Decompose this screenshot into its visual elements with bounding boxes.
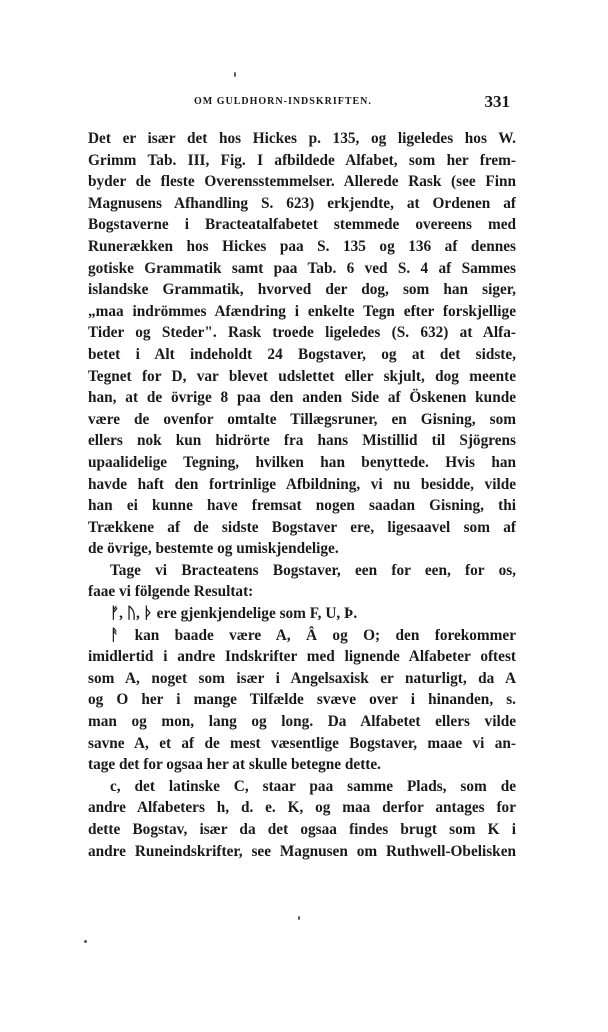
text-line: Tider og Steder". Rask troede ligeledes (S. 632) at Alfa- (88, 324, 516, 342)
scan-speck (298, 916, 300, 920)
text-line: betet i Alt indeholdt 24 Bogstaver, og at det sidste, (88, 345, 516, 363)
text-line: dette Bogstav, især da det ogsaa findes brugt som K i (88, 821, 516, 838)
text-line: Magnusens Afhandling S. 623) erkjendte, at Ordenen af (88, 194, 516, 212)
text-line: være de ovenfor omtalte Tillægsruner, en Gisning, som (88, 410, 516, 428)
text-line: Det er især det hos Hickes p. 135, og ligeledes hos W. (88, 130, 516, 147)
text-line: ellers nok kun hidrörte fra hans Mistillid til Sjögrens (88, 432, 516, 450)
text-line: „maa indrömmes Afændring i enkelte Tegn efter forskjellige (88, 302, 516, 320)
text-line: byder de fleste Overensstemmelser. Allerede Rask (see Finn (88, 173, 516, 191)
text-line: savne A, et af de mest væsentlige Bogstaver, maae vi an- (88, 734, 516, 752)
text-line: upaalidelige Tegning, hvilken han benyttede. Hvis han (88, 453, 516, 471)
text-line: Trækkene af de sidste Bogstaver ere, ligesaavel som af (88, 518, 516, 536)
text-line: Tage vi Bracteatens Bogstaver, een for een, for os, (110, 561, 516, 579)
text-line: gotiske Grammatik samt paa Tab. 6 ved S. 4 af Sammes (88, 259, 516, 277)
text-line: man og mon, lang og long. Da Alfabetet ellers vilde (88, 713, 516, 731)
text-line: som A, noget som især i Angelsaxisk er naturligt, da A (88, 669, 516, 687)
text-line: andre Alfabeters h, d. e. K, og maa derfor antages for (88, 799, 516, 817)
text-line: og O her i mange Tilfælde svæve over i hinanden, s. (88, 691, 516, 709)
page-number: 331 (484, 92, 510, 111)
text-line: faae vi fölgende Resultat: (88, 583, 254, 601)
text-line: han ei kunne have fremsat nogen saadan Gisning, thi (88, 497, 516, 515)
text-line: tage det for ogsaa her at skulle betegne dette. (88, 756, 382, 774)
scan-speck (234, 72, 236, 77)
body-text (88, 128, 516, 862)
text-line: Grimm Tab. III, Fig. I afbildede Alfabet, som her frem- (88, 151, 516, 169)
text-line: ᚠ, ᚢ, ᚦ ere gjenkjendelige som F, U, Þ. (110, 605, 358, 623)
page-header (88, 92, 516, 112)
text-line: de övrige, bestemte og umiskjendelige. (88, 540, 339, 558)
text-line: Tegnet for D, var blevet udslettet eller skjult, dog meente (88, 367, 516, 385)
text-line: c, det latinske C, staar paa samme Plads, som de (110, 777, 516, 795)
text-line: Runerækken hos Hickes paa S. 135 og 136 af dennes (88, 237, 516, 255)
text-line: andre Runeindskrifter, see Magnusen om Ruthwell-Obelisken (88, 842, 516, 860)
text-line: Bogstaverne i Bracteatalfabetet stemmede overeens med (88, 216, 516, 234)
text-line: ᚨ kan baade være A, Â og O; den forekommer (110, 626, 516, 644)
scan-speck (84, 940, 87, 943)
text-line: havde haft den fortrinlige Afbildning, vi nu besidde, vilde (88, 475, 516, 493)
text-line: imidlertid i andre Indskrifter med lignende Alfabeter oftest (88, 648, 516, 666)
text-line: han, at de övrige 8 paa den anden Side af Öskenen kunde (88, 389, 516, 407)
text-line: islandske Grammatik, hvorved der dog, som han siger, (88, 281, 516, 299)
running-title: OM GULDHORN-INDSKRIFTEN. (194, 96, 372, 107)
